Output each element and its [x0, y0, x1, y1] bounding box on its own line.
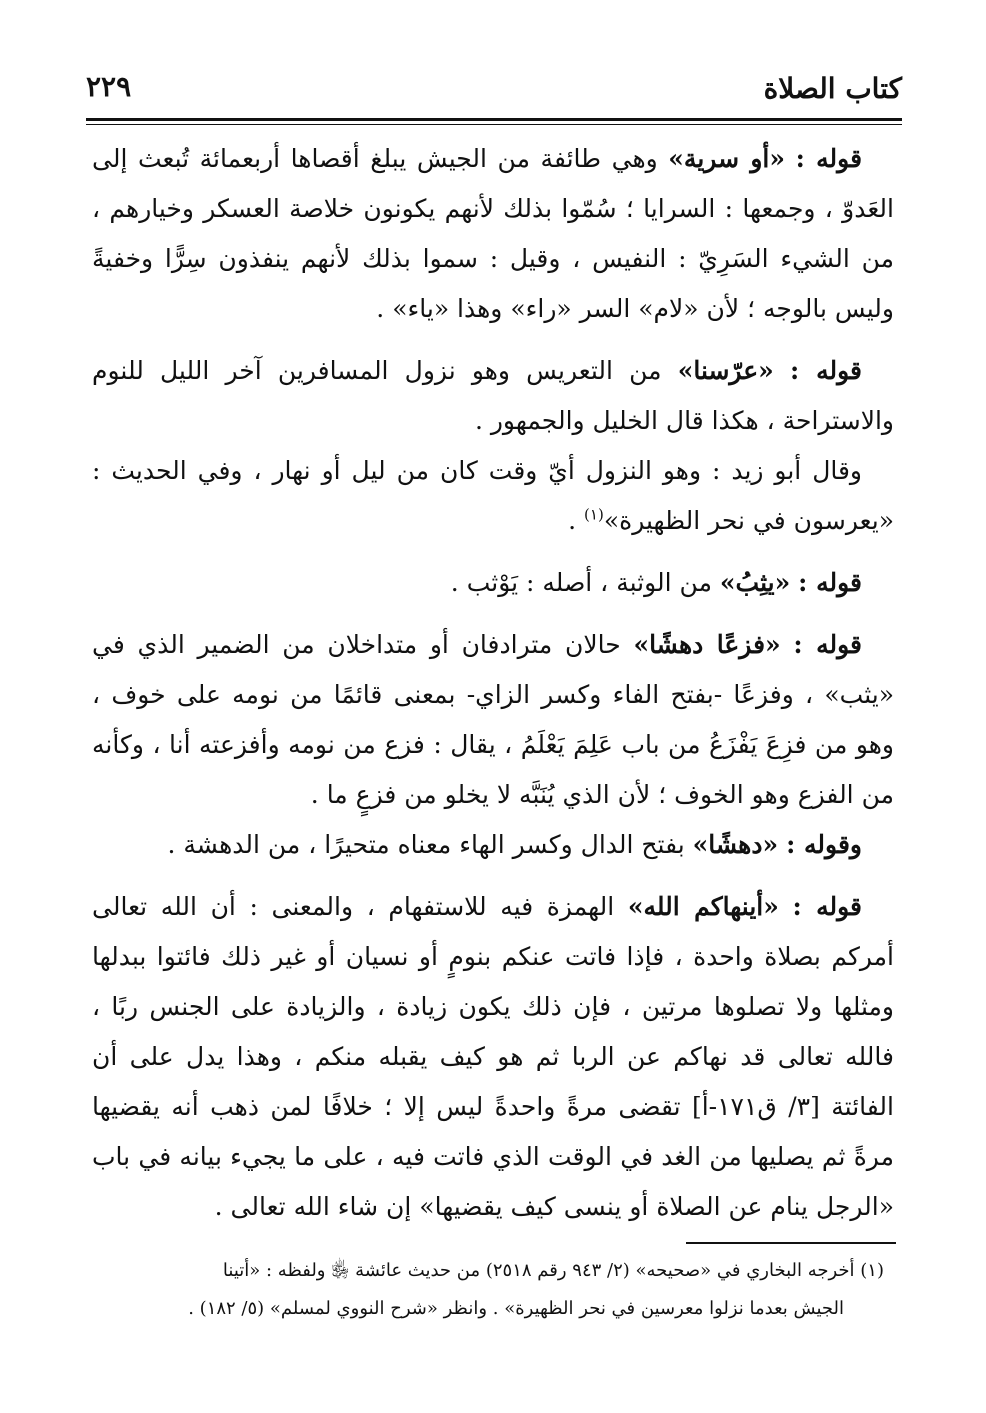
paragraph-yathibu: [92, 558, 894, 608]
main-text: [92, 134, 894, 1244]
paragraph-label: قوله :: [789, 356, 862, 385]
footnote-reference[interactable]: (١): [584, 505, 604, 524]
paragraph-text: وقال أبو زيد : وهو النزول أيّ وقت كان من ليل أو نهار ، وفي الحديث : «يعرسون في نحر الظهيرة»: [92, 456, 894, 535]
paragraph-term: «فزعًا دهشًا»: [633, 630, 781, 659]
paragraph-tail: .: [568, 506, 585, 535]
paragraph-text: من الوثبة ، أصله : يَوْثب .: [450, 568, 720, 597]
footnote-line-2: الجيش بعدما نزلوا معرسين في نحر الظهيرة» . وانظر «شرح النووي لمسلم» (٥/ ١٨٢) .: [188, 1298, 844, 1319]
paragraph-text: وهي طائفة من الجيش يبلغ أقصاها أربعمائة تُبعث إلى العَدوّ ، وجمعها : السرايا ؛ سُمّوا بذلك لأنهم يكونون خلاصة العسكر وخيارهم ، من الشيء السَرِيّ : النفيس ، وقيل : سموا بذلك لأنهم ينفذون سِرًّا وخفيةً وليس بالوجه ؛ لأن «لام» السر «راء» وهذا «ياء» .: [92, 144, 894, 323]
paragraph-term: «دهشًا»: [692, 830, 779, 859]
paragraph-label: قوله :: [792, 892, 862, 921]
paragraph-abu-zayd: [92, 446, 894, 546]
paragraph-term: «يثِبُ»: [719, 568, 791, 597]
footnote-line-1: (١) أخرجه البخاري في «صحيحه» (٢/ ٩٤٣ رقم ٢٥١٨) من حديث عائشة ﵂ ولفظه : «أتينا: [222, 1260, 884, 1281]
paragraph-text: بفتح الدال وكسر الهاء معناه متحيرًا ، من الدهشة .: [167, 830, 693, 859]
paragraph-arrasna: [92, 346, 894, 446]
paragraph-faza: [92, 620, 894, 820]
footnote: [120, 1252, 884, 1328]
paragraph-term: «أو سرية»: [668, 144, 785, 173]
paragraph-term: «أينهاكم الله»: [627, 892, 779, 921]
paragraph-label: قوله :: [795, 144, 863, 173]
paragraph-text: الهمزة فيه للاستفهام ، والمعنى : أن الله تعالى أمركم بصلاة واحدة ، فإذا فاتت عنكم بنومٍ أو نسيان أو غير ذلك فائتوا ببدلها ومثلها ولا تصلوها مرتين ، فإن ذلك يكون زيادة ، والزيادة على الجنس ربًا ، فالله تعالى قد نهاكم عن الربا ثم هو كيف يقبله منكم ، وهذا يدل على أن الفائتة [٣/ ق١٧١-أ] تقضى مرةً واحدةً ليس إلا ؛ خلافًا لمن ذهب أنه يقضيها مرةً ثم يصليها من الغد في الوقت الذي فاتت فيه ، على ما يجيء بيانه في باب «الرجل ينام عن الصلاة أو ينسى كيف يقضيها» إن شاء الله تعالى .: [92, 892, 894, 1221]
header-rule-thin: [86, 124, 902, 125]
running-title: كتاب الصلاة: [763, 72, 902, 105]
paragraph-text: حالان مترادفان أو متداخلان من الضمير الذي في «يثب» ، وفزعًا -بفتح الفاء وكسر الزاي- بمعنى قائمًا من نومه على خوف ، وهو من فزِعَ يَفْزَعُ من باب عَلِمَ يَعْلَمُ ، يقال : فزع من نومه وأفزعته أنا ، وكأنه من الفزع وهو الخوف ؛ لأن الذي يُنَبَّه لا يخلو من فزعٍ ما .: [92, 630, 894, 809]
page-header: [86, 66, 902, 118]
header-rule-thick: [86, 118, 902, 121]
paragraph-text: من التعريس وهو نزول المسافرين آخر الليل للنوم والاستراحة ، هكذا قال الخليل والجمهور .: [92, 356, 894, 435]
paragraph-ayanhakum: [92, 882, 894, 1232]
footnote-separator: [686, 1242, 896, 1244]
page-number: ٢٢٩: [86, 70, 132, 103]
paragraph-dahash: [92, 820, 894, 870]
paragraph-label: قوله :: [798, 568, 862, 597]
paragraph-sariya: [92, 134, 894, 334]
paragraph-label: وقوله :: [786, 830, 862, 859]
paragraph-term: «عرّسنا»: [677, 356, 774, 385]
paragraph-label: قوله :: [793, 630, 863, 659]
